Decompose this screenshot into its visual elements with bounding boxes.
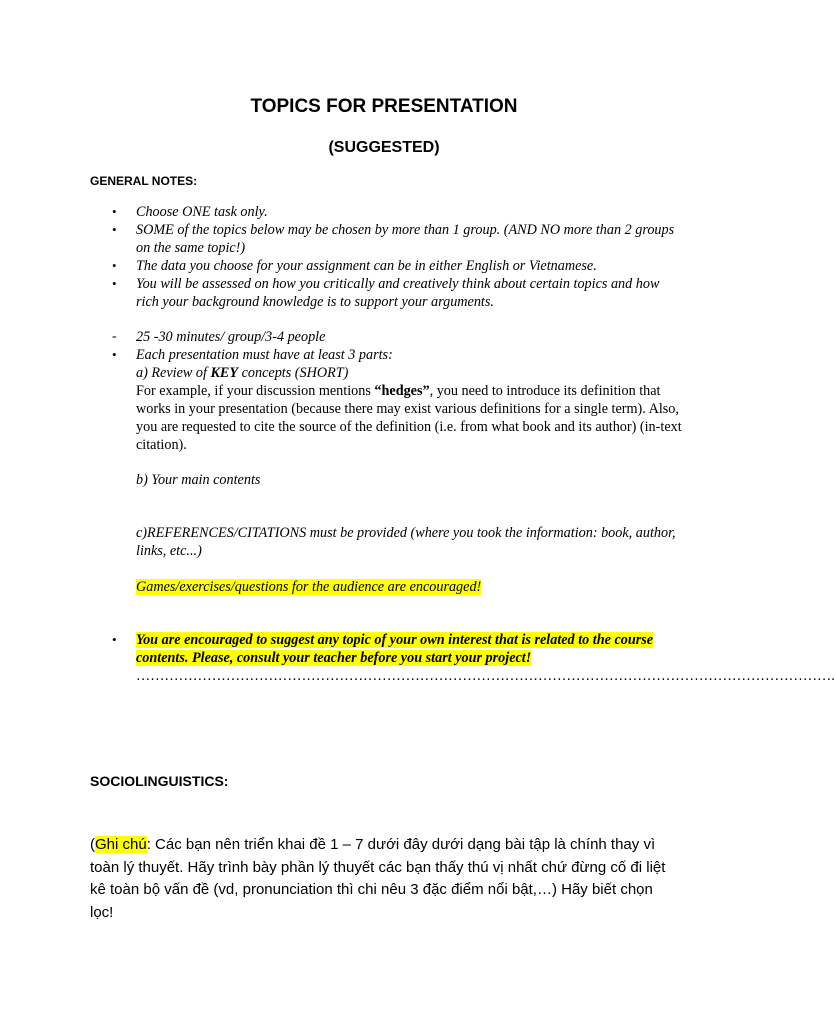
note-label-ghi-chu: Ghi chú (95, 836, 147, 853)
dash-marker: - (112, 329, 117, 344)
games-note (136, 578, 684, 596)
note-bullet-assessment: You will be assessed on how you critically and creatively think about certain topics and how rich your background knowledge is to support your arguments. (136, 276, 660, 310)
bullet-marker: • (112, 347, 117, 362)
note-text: : Các bạn nên triển khai đề 1 – 7 dưới đây dưới dạng bài tập là chính thay vì toàn lý thuyết. Hãy trình bày phần lý thuyết các bạn thấy thú vị nhất chứ đừng cố đi liệt kê toàn bộ vấn đề (vd, pronunciation thì chi nêu 3 đặc điểm nổi bật,…) Hãy biết chọn lọc! (90, 836, 666, 921)
example-prefix: For example, if your discussion mentions (136, 383, 375, 399)
bullet-marker: • (112, 632, 117, 647)
own-topic-note (136, 631, 684, 667)
bullet-marker: • (112, 276, 117, 291)
duration-group-size: 25 -30 minutes/ group/3-4 people (136, 329, 326, 345)
own-topic-text: You are encouraged to suggest any topic of your own interest that is related to the course contents. Please, consult your teacher before you start your project! (136, 632, 654, 666)
note-open-paren: ( (90, 836, 95, 853)
example-suffix: , you need to introduce its definition that works in your presentation (because there may exist various definitions for a single term). Also, you are requested to cite the source of the definition (i.e. from what book and its author) (in-text citation). (136, 383, 682, 453)
part-b: b) Your main contents (136, 472, 261, 488)
page-subtitle: (SUGGESTED) (328, 139, 440, 156)
note-bullet-language: The data you choose for your assignment can be in either English or Vietnamese. (136, 258, 597, 274)
example-term-hedges: “hedges” (374, 383, 430, 399)
sociolinguistics-heading: SOCIOLINGUISTICS: (90, 773, 229, 789)
vietnamese-note (90, 834, 680, 924)
bullet-marker: • (112, 204, 117, 219)
example-paragraph (136, 382, 684, 454)
bullet-marker: • (112, 222, 117, 237)
games-note-text: Games/exercises/questions for the audience are encouraged! (136, 579, 482, 595)
page-title: TOPICS FOR PRESENTATION (250, 96, 518, 117)
part-a (136, 364, 684, 382)
part-a-key: KEY (210, 365, 239, 381)
general-notes-heading: GENERAL NOTES: (90, 174, 198, 188)
part-c: c)REFERENCES/CITATIONS must be provided (where you took the information: book, author, links, etc...) (136, 525, 676, 559)
note-bullet-group-limit: SOME of the topics below may be chosen by more than 1 group. (AND NO more than 2 groups on the same topic!) (136, 222, 675, 256)
parts-intro: Each presentation must have at least 3 parts: (136, 347, 393, 363)
parts-block (136, 346, 684, 382)
note-bullet-choose-one: Choose ONE task only. (136, 204, 268, 220)
bullet-marker: • (112, 258, 117, 273)
dotted-separator: …………………………………………………………………………………………………………………………………. (136, 668, 835, 684)
part-a-prefix: a) Review of (136, 365, 211, 381)
part-a-suffix: concepts (SHORT) (238, 365, 349, 381)
